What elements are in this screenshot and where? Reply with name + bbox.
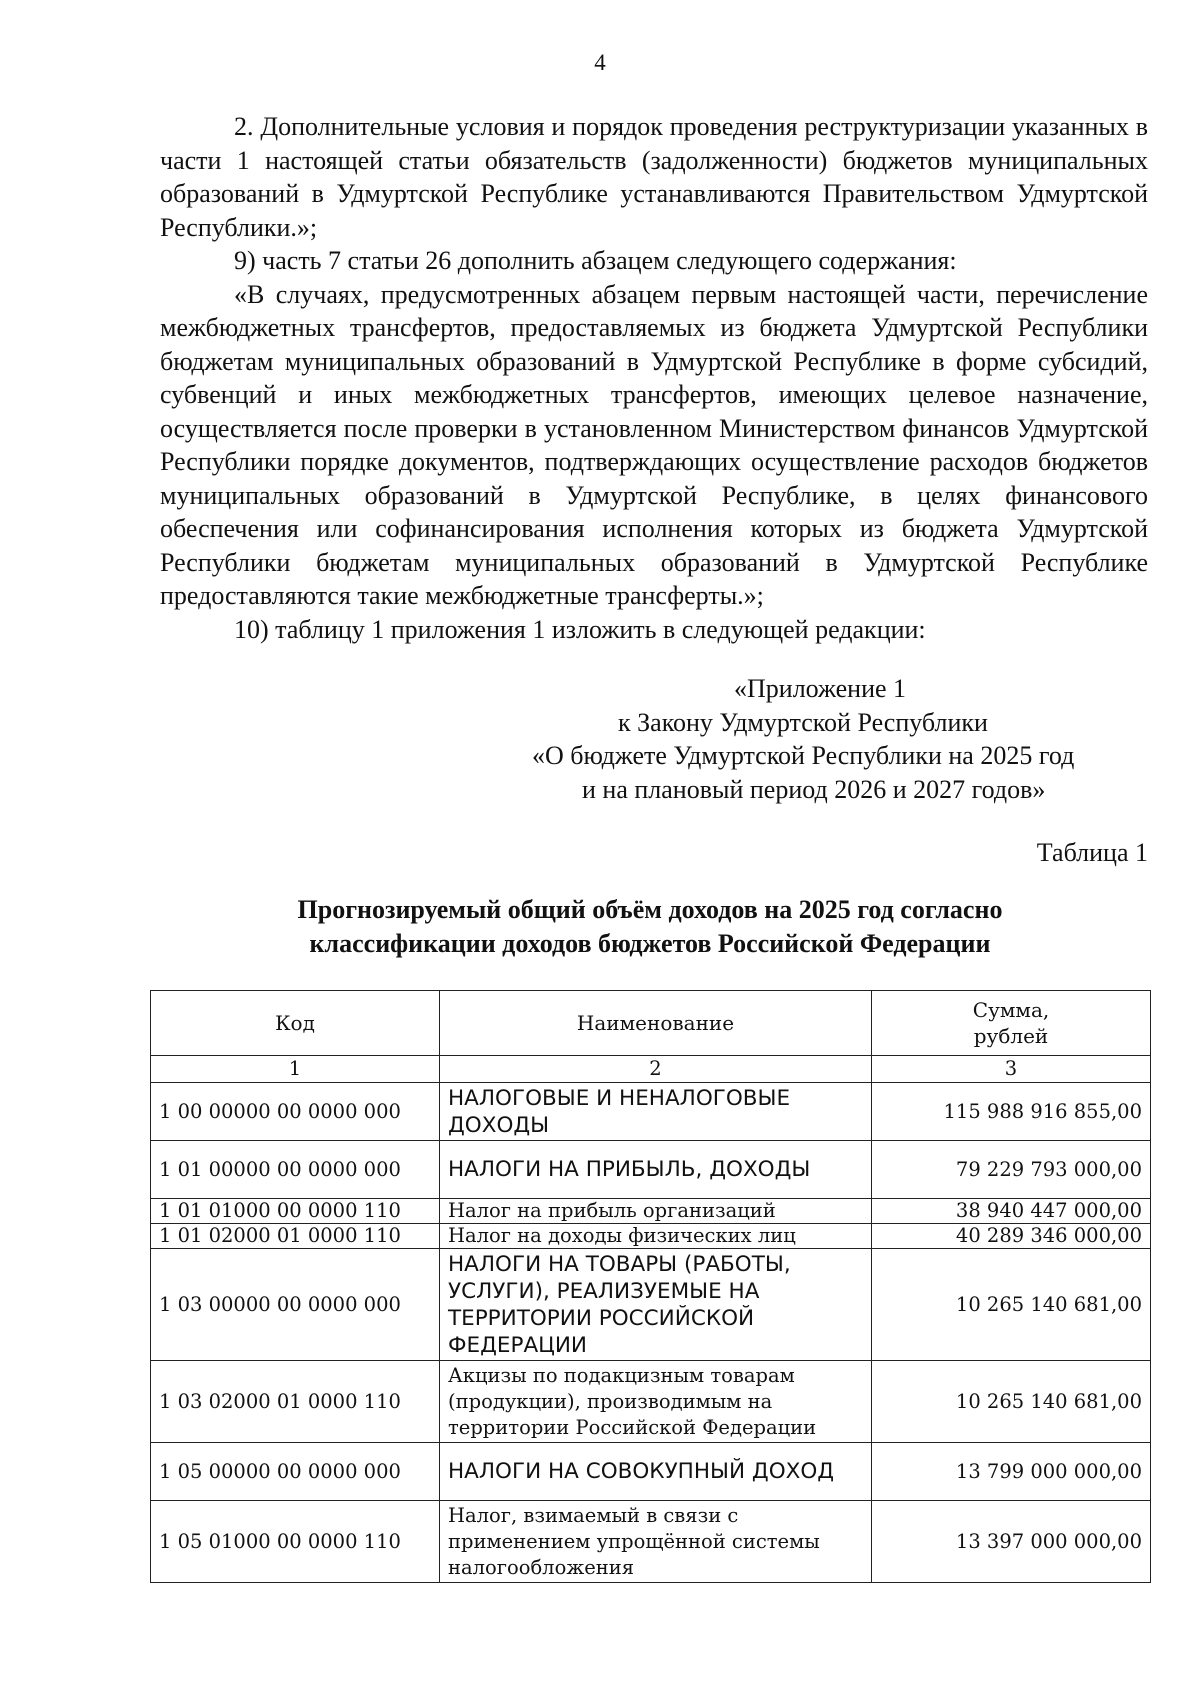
row-sum: 13 799 000 000,00 — [872, 1443, 1151, 1501]
table-row — [151, 1501, 1151, 1583]
appendix-line-1: «Приложение 1 — [734, 674, 907, 703]
table-title-line-2: классификации доходов бюджетов Российской Федерации — [309, 929, 991, 958]
row-sum: 115 988 916 855,00 — [872, 1083, 1151, 1141]
row-name: Акцизы по подакцизным товарам (продукции), производимым на территории Российской Федерации — [440, 1361, 872, 1443]
row-code: 1 01 01000 00 0000 110 — [151, 1199, 440, 1224]
table-label: Таблица 1 — [1036, 838, 1148, 867]
row-code: 1 00 00000 00 0000 000 — [151, 1083, 440, 1141]
row-code: 1 05 00000 00 0000 000 — [151, 1443, 440, 1501]
table-row — [151, 1199, 1151, 1224]
row-sum: 38 940 447 000,00 — [872, 1199, 1151, 1224]
row-code: 1 01 02000 01 0000 110 — [151, 1224, 440, 1249]
row-sum: 10 265 140 681,00 — [872, 1361, 1151, 1443]
appendix-line-3: «О бюджете Удмуртской Республики на 2025 год — [532, 741, 1075, 770]
table-row — [151, 1249, 1151, 1361]
row-name: Налог, взимаемый в связи с применением упрощённой системы налогообложения — [440, 1501, 872, 1583]
row-name: НАЛОГИ НА СОВОКУПНЫЙ ДОХОД — [440, 1443, 872, 1501]
page-number: 4 — [594, 50, 606, 75]
paragraph-amendment-10: 10) таблицу 1 приложения 1 изложить в следующей редакции: — [234, 614, 926, 644]
paragraph-amendment-9: 9) часть 7 статьи 26 дополнить абзацем следующего содержания: — [234, 246, 957, 275]
table-row — [151, 1141, 1151, 1199]
column-number: 3 — [872, 1056, 1151, 1083]
table-row — [151, 1361, 1151, 1443]
row-name: НАЛОГОВЫЕ И НЕНАЛОГОВЫЕ ДОХОДЫ — [440, 1083, 872, 1141]
header-sum — [872, 991, 1151, 1056]
row-name: Налог на доходы физических лиц — [440, 1224, 872, 1249]
appendix-line-4: и на плановый период 2026 и 2027 годов» — [582, 774, 1046, 804]
row-code: 1 05 01000 00 0000 110 — [151, 1501, 440, 1583]
row-code: 1 01 00000 00 0000 000 — [151, 1141, 440, 1199]
row-sum: 13 397 000 000,00 — [872, 1501, 1151, 1583]
income-table — [150, 990, 1151, 1583]
row-code: 1 03 02000 01 0000 110 — [151, 1361, 440, 1443]
row-sum: 79 229 793 000,00 — [872, 1141, 1151, 1199]
appendix-heading — [520, 672, 1150, 806]
paragraph-quoted-text: «В случаях, предусмотренных абзацем первым настоящей части, перечисление межбюджетных трансфертов, предоставляемых из бюджета Удмуртской Республики бюджетам муниципальных образований в Удмуртской Республике в форме субсидий, субвенций и иных межбюджетных трансфертов, имеющих целевое назначение, осуществляется после проверки в установленном Министерством финансов Удмуртской Республики порядке документов, подтверждающих осуществление расходов бюджетов муниципальных образований в Удмуртской Республике, в целях финансового обеспечения или софинансирования исполнения которых из бюджета Удмуртской Республики бюджетам муниципальных образований в Удмуртской Республике предоставляются такие межбюджетные трансферты.»; — [160, 279, 1148, 610]
document-body — [160, 110, 1148, 646]
appendix-line-2: к Закону Удмуртской Республики — [618, 707, 988, 737]
paragraph-restructuring: 2. Дополнительные условия и порядок проведения реструктуризации указанных в части 1 настоящей статьи обязательств (задолженности) бюджетов муниципальных образований в Удмуртской Республике устанавливаются Правительством Удмуртской Республики.»; — [160, 112, 1148, 242]
row-sum: 40 289 346 000,00 — [872, 1224, 1151, 1249]
row-name: Налог на прибыль организаций — [440, 1199, 872, 1224]
row-name: НАЛОГИ НА ПРИБЫЛЬ, ДОХОДЫ — [440, 1141, 872, 1199]
header-sum-line-2: рублей — [973, 1024, 1049, 1048]
table-title-line-1: Прогнозируемый общий объём доходов на 2025 год согласно — [297, 895, 1003, 924]
table-title — [150, 893, 1150, 961]
table-row — [151, 1443, 1151, 1501]
column-number-row — [151, 1056, 1151, 1083]
table-row — [151, 1083, 1151, 1141]
header-code: Код — [151, 991, 440, 1056]
row-sum: 10 265 140 681,00 — [872, 1249, 1151, 1361]
column-number: 2 — [440, 1056, 872, 1083]
table-row — [151, 1224, 1151, 1249]
row-code: 1 03 00000 00 0000 000 — [151, 1249, 440, 1361]
header-sum-line-1: Сумма, — [972, 998, 1050, 1022]
header-name: Наименование — [440, 991, 872, 1056]
table-header-row — [151, 991, 1151, 1056]
column-number: 1 — [151, 1056, 440, 1083]
row-name: НАЛОГИ НА ТОВАРЫ (РАБОТЫ, УСЛУГИ), РЕАЛИЗУЕМЫЕ НА ТЕРРИТОРИИ РОССИЙСКОЙ ФЕДЕРАЦИИ — [440, 1249, 872, 1361]
